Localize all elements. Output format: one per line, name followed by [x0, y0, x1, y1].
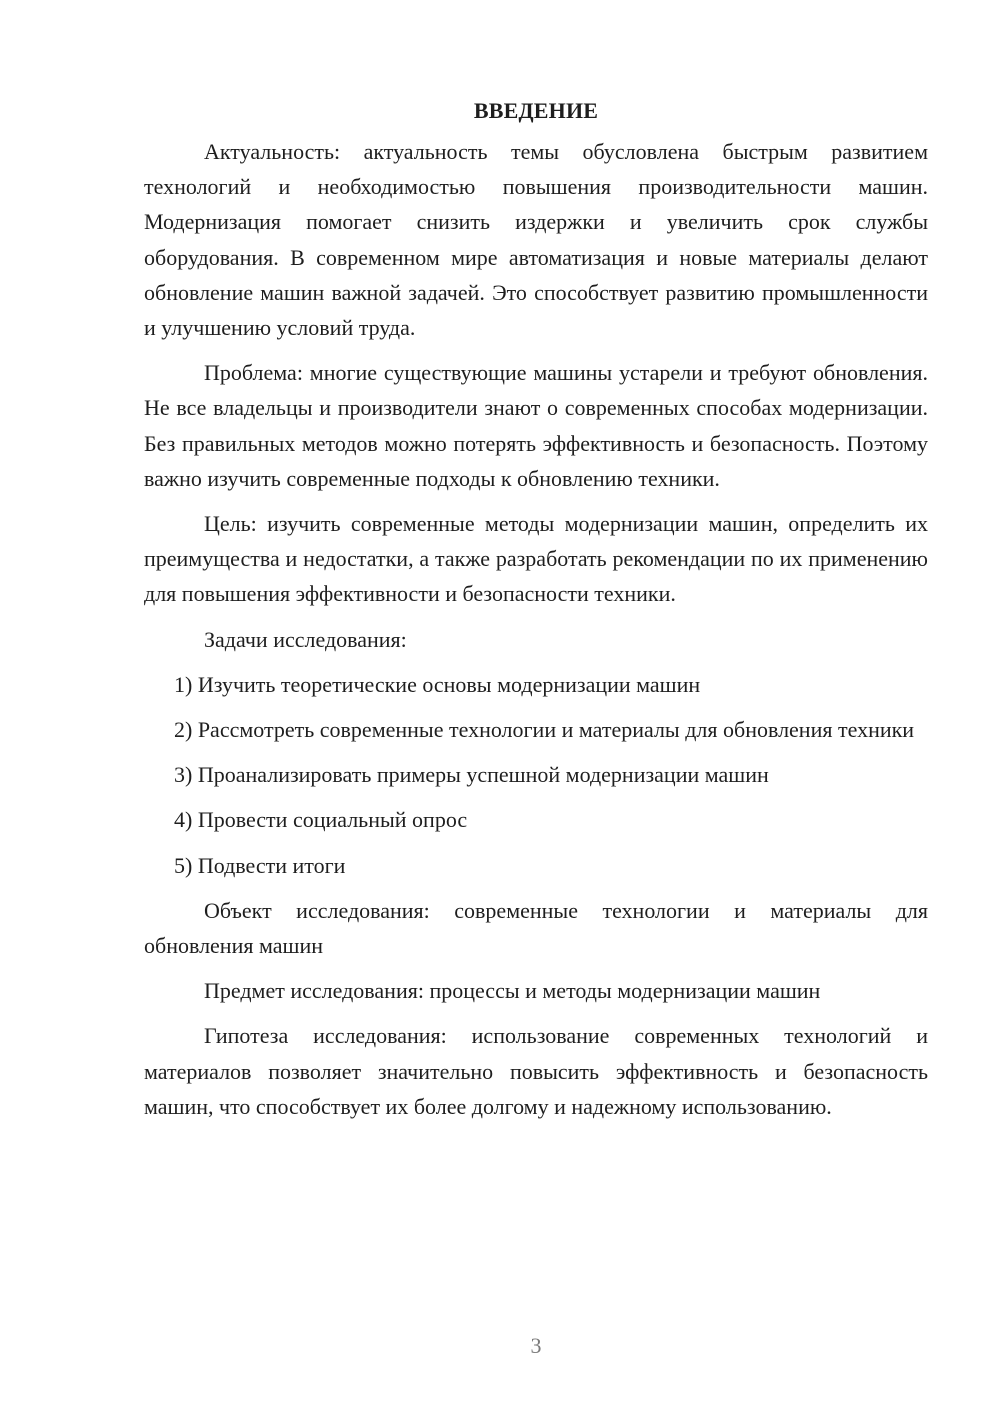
- object-paragraph: Объект исследования: современные технологии и материалы для обновления машин: [144, 897, 928, 959]
- document-page: [144, 94, 928, 1134]
- problem-paragraph: Проблема: многие существующие машины устарели и требуют обновления. Не все владельцы и производители знают о современных способах модернизации. Без правильных методов можно потерять эффективность и безопасность. Поэтому важно изучить современные подходы к обновлению техники.: [144, 360, 928, 491]
- tasks-list: [144, 667, 928, 883]
- task-item-4: 4) Провести социальный опрос: [174, 807, 468, 833]
- tasks-title: Задачи исследования:: [204, 626, 407, 652]
- task-item-3: 3) Проанализировать примеры успешной модернизации машин: [174, 762, 769, 788]
- page-number: 3: [530, 1333, 542, 1358]
- section-heading: ВВЕДЕНИЕ: [473, 98, 599, 123]
- hypothesis-paragraph: Гипотеза исследования: использование современных технологий и материалов позволяет значительно повысить эффективность и безопасность машин, что способствует их более долгому и надежному использованию.: [144, 1023, 928, 1119]
- task-item-5: 5) Подвести итоги: [174, 852, 346, 878]
- task-item-2: 2) Рассмотреть современные технологии и материалы для обновления техники: [174, 717, 915, 743]
- goal-paragraph: Цель: изучить современные методы модернизации машин, определить их преимущества и недостатки, а также разработать рекомендации по их применению для повышения эффективности и безопасности техники.: [144, 511, 928, 607]
- relevance-paragraph: Актуальность: актуальность темы обусловлена быстрым развитием технологий и необходимостью повышения производительности машин. Модернизация помогает снизить издержки и увеличить срок службы оборудования. В современном мире автоматизация и новые материалы делают обновление машин важной задачей. Это способствует развитию промышленности и улучшению условий труда.: [144, 139, 928, 341]
- task-item-1: 1) Изучить теоретические основы модернизации машин: [174, 671, 701, 697]
- subject-paragraph: Предмет исследования: процессы и методы модернизации машин: [204, 978, 821, 1004]
